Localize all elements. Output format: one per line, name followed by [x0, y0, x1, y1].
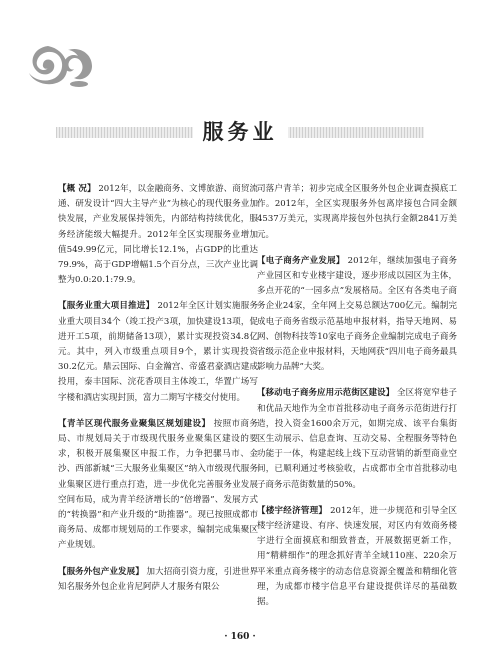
section-body: 2012年，继续加强电子商务产业园区和专业楼宇建设，逐步形成以园区为主体，多点开花的“一园多点”发展格局。全区有各类电子商务企业24家，全年网上交易总额达700亿元。编制完成电子商务省级示范基地申报材料，指导天地网、易网、创物科技等10家电子商务企业编制完成电子商务省级示范企业申报材料，天地网获“四川电子商务最具影响力品牌”大奖。 [257, 255, 457, 373]
article-section [257, 386, 457, 492]
section-heading: 【概 况】 [58, 184, 96, 194]
section-body: 加大招商引资力度，引进世界知名服务外包企业肯尼阿萨人才服务有限公 [58, 566, 258, 592]
section-body: 司落户青羊；初步完成全区服务外包企业调查摸底工作。2012年，全区实现服务外包离岸接包合同金额4537万美元，实现离岸接包外包执行金额2841万美元。 [257, 184, 457, 240]
article-section [58, 565, 258, 595]
article-section [257, 254, 457, 376]
section-body: 按照市商务局、市规划局关于市级现代服务业聚集区建设的要求，积极开展集聚区申报工作，力争把骡马市、金沙、西部新城“三大服务业集聚区”纳入市级现代服务业集聚区进行重点打造，进一步优化完善服务业发展空间布局，成为青羊经济增长的“倍增器”、发展方式的“转换器”和产业升级的“助推器”。现已按照成都市商务局、成都市规划局的工作要求，编制完成集聚区产业规划。 [58, 418, 258, 551]
section-body: 2012年全区计划实施服务业重大项目34个（竣工投产3项，加快建设13项，促进开工5项，前期储备13项），累计实现投资34.8亿元。其中，列入市级重点项目9个，累计实现投资30.2亿元。鼎云国际、白金瀚宫、帝盛君豪酒店建成投用，泰丰国际、浣花香项目主体竣工，华置广场写字楼和酒店实现封顶，富力二期写字楼交付使用。 [58, 301, 258, 403]
section-heading: 【电子商务产业发展】 [257, 255, 345, 266]
section-heading: 【青羊区现代服务业聚集区规划建设】 [58, 418, 211, 429]
left-column [58, 182, 258, 606]
section-heading: 【移动电子商务应用示范街区建设】 [257, 388, 395, 399]
page-title-banner [0, 115, 480, 149]
section-body: 全区将宽窄巷子和优品天地作为全市首批移动电子商务示范街进行打造，投入资金1600余万元，如期完成、该平台集街区生动展示、信息查询、互动交易、全程服务等特色功能于一体，构建起线上线下互动营销的新型商业空间，已顺利通过考核验收，占成都市全市首批移动电子商务示范街数量的50%。 [257, 388, 457, 490]
page-title: 服务业 [193, 115, 288, 149]
section-heading: 【楼宇经济管理】 [257, 505, 328, 516]
right-column [257, 182, 457, 621]
section-heading: 【服务外包产业发展】 [58, 566, 144, 577]
section-body: 2012年，进一步规范和引导全区楼宇经济建设、有序、快速发展，对区内有效商务楼宇进行全面摸底和细致普查，开展数据更新工作，用“精耕细作”的理念抓好青羊全域110座、220余万平米重点商务楼宇的动态信息资源全覆盖和精细化管理，为成都市楼宇信息平台建设提供详尽的基础数据。 [257, 505, 457, 608]
decorative-ornament [24, 40, 98, 90]
article-section [58, 299, 258, 405]
article-section [58, 417, 258, 554]
section-body: 2012年，以金融商务、文博旅游、商贸流通、研发设计“四大主导产业”为核心的现代服务业加快发展，产业发展保持领先，内部结构持续优化，服务经济能级大幅提升。2012年全区实现服务业增加值549.99亿元，同比增长12.1%，占GDP的比重达79.9%，高于GDP增幅1.5个百分点，三次产业比调整为0.0:20.1:79.9。 [58, 184, 258, 286]
article-section [257, 182, 457, 243]
article-section [58, 182, 258, 288]
section-heading: 【服务业重大项目推进】 [58, 301, 155, 312]
page-number: · 160 · [224, 632, 256, 642]
article-section [257, 504, 457, 610]
